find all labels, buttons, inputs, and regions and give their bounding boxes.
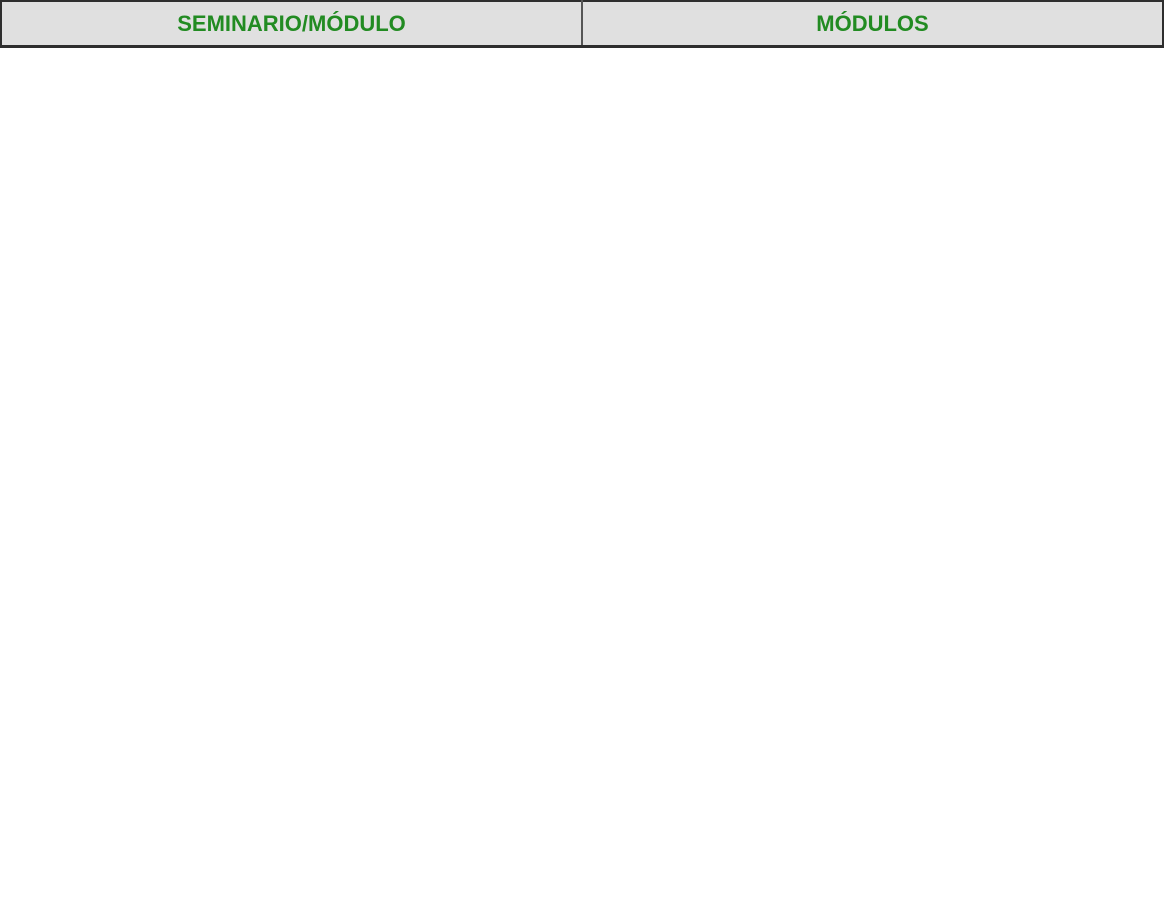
column-header-seminario-modulo: SEMINARIO/MÓDULO <box>1 1 582 47</box>
table-body <box>1 47 1163 910</box>
column-header-modulos: MÓDULOS <box>582 1 1163 47</box>
header-row <box>1 1 1163 47</box>
